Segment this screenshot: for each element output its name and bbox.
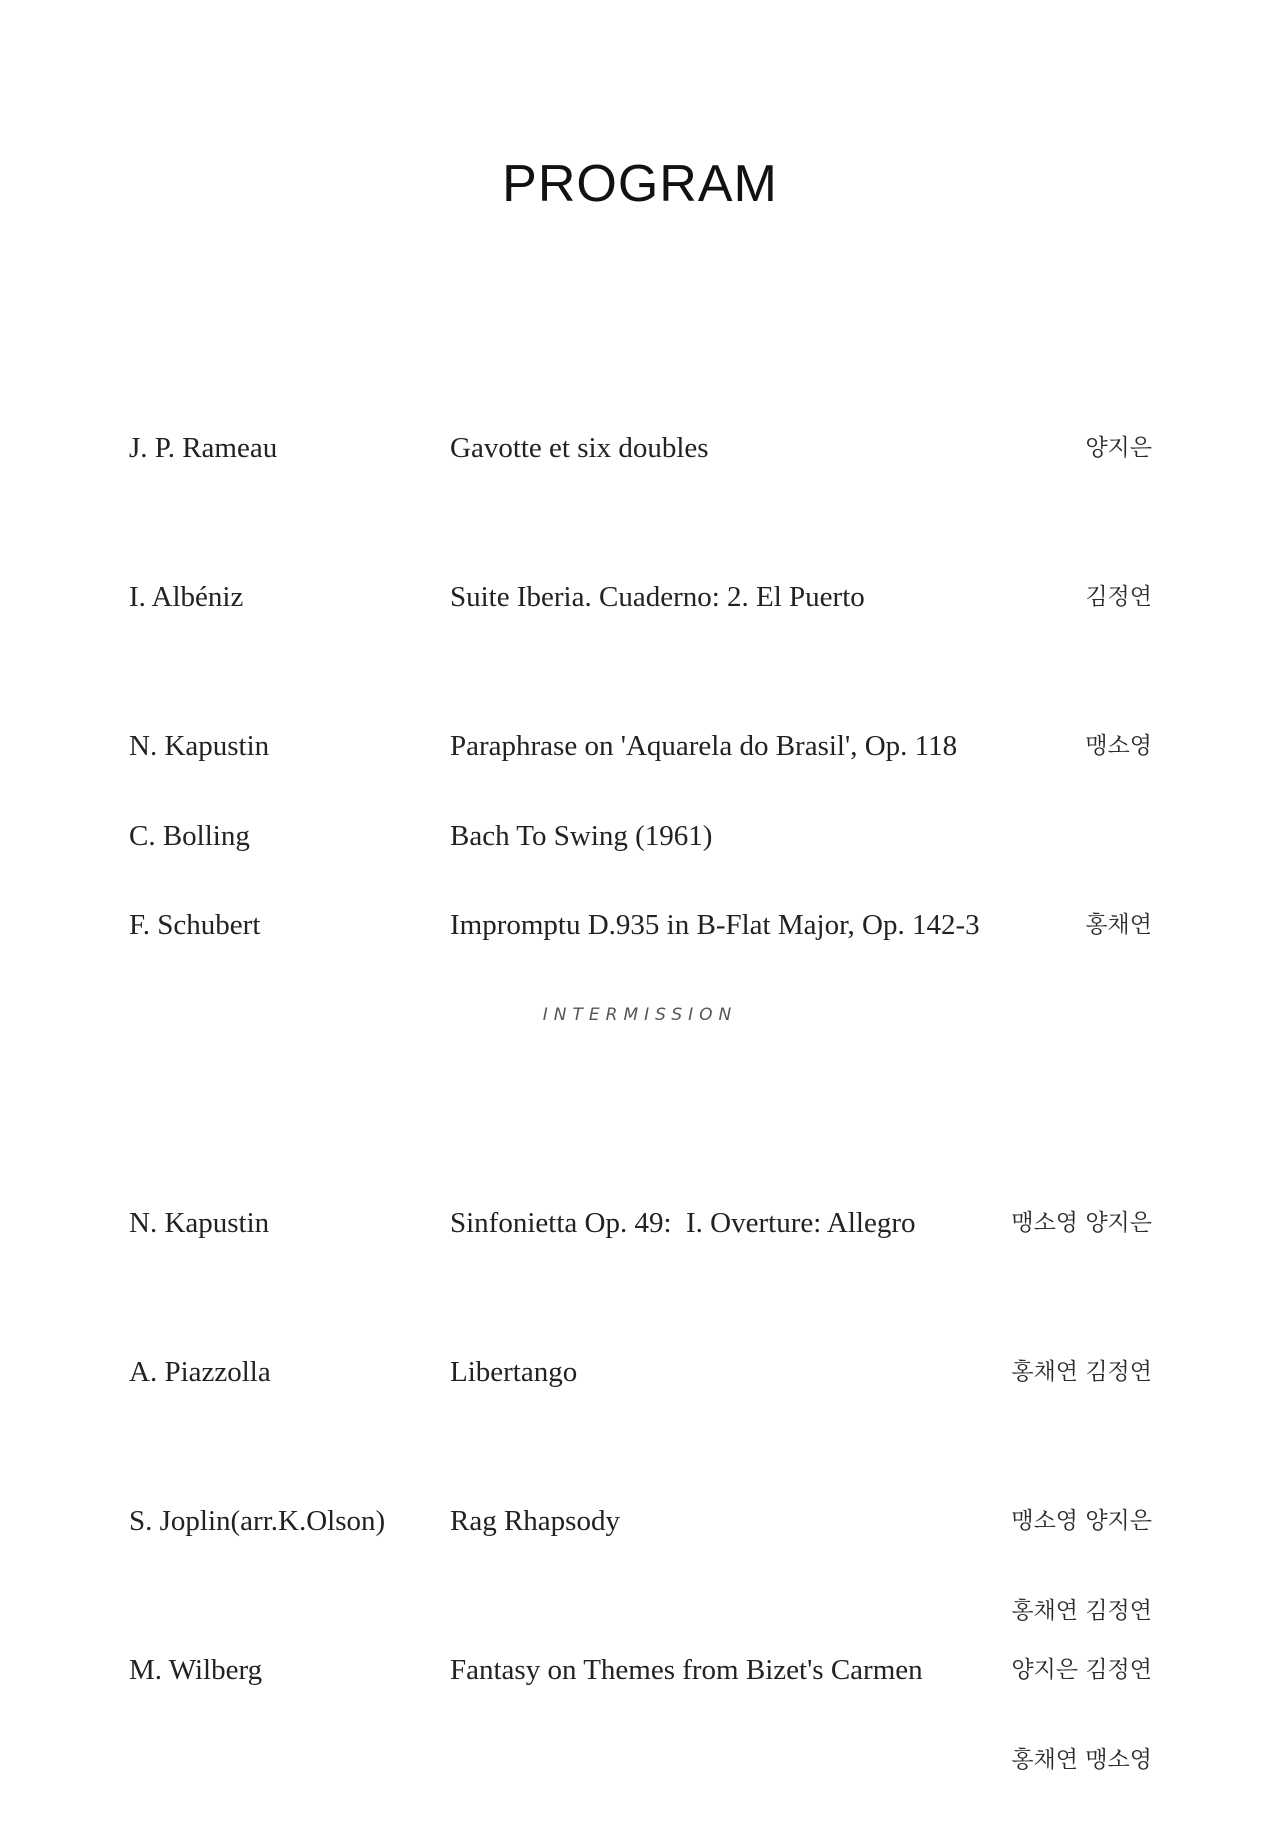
intermission-label: INTERMISSION bbox=[542, 1005, 738, 1025]
performers bbox=[1085, 522, 1152, 672]
composer-name: F. Schubert bbox=[129, 909, 261, 941]
composer-name: C. Bolling bbox=[129, 820, 250, 852]
composer bbox=[129, 522, 243, 672]
performer-line: 홍채연 김정연 bbox=[1011, 1359, 1152, 1385]
performer-line: 맹소영 양지은 bbox=[1011, 1210, 1152, 1236]
composer bbox=[129, 1595, 262, 1745]
work-title-line: Paraphrase on 'Aquarela do Brasil', Op. 118 bbox=[450, 730, 958, 762]
composer bbox=[129, 1148, 269, 1298]
performer-line: 맹소영 양지은 bbox=[1011, 1508, 1152, 1534]
composer-name: A. Piazzolla bbox=[129, 1356, 271, 1388]
composer-name: N. Kapustin bbox=[129, 730, 270, 762]
composer bbox=[129, 1297, 271, 1447]
performers bbox=[1011, 1148, 1152, 1298]
performers bbox=[1085, 850, 1152, 1000]
performers bbox=[1085, 671, 1152, 821]
composer-name: M. Wilberg bbox=[129, 1654, 263, 1686]
work-title-line: Libertango bbox=[450, 1356, 578, 1388]
performer-line: 홍채연 맹소영 bbox=[1011, 1747, 1152, 1773]
work-title-line: Sinfonietta Op. 49: I. Overture: Allegro bbox=[450, 1207, 916, 1239]
composer-name: N. Kapustin bbox=[129, 1207, 270, 1239]
performer-line: 홍채연 김정연 bbox=[1011, 1598, 1152, 1624]
composer-name: S. Joplin(arr.K.Olson) bbox=[129, 1505, 386, 1537]
work-title bbox=[450, 1148, 916, 1298]
work-title-line: Bach To Swing (1961) bbox=[450, 820, 713, 852]
work-title bbox=[450, 522, 865, 672]
page-title: PROGRAM bbox=[502, 155, 778, 213]
performers bbox=[1011, 1297, 1152, 1447]
work-title-line: Fantasy on Themes from Bizet's Carmen bbox=[450, 1654, 923, 1686]
composer-name: I. Albéniz bbox=[129, 581, 244, 613]
performer-line: 홍채연 bbox=[1085, 912, 1152, 938]
performer-line: 양지은 김정연 bbox=[1011, 1657, 1152, 1683]
composer bbox=[129, 373, 277, 523]
work-title bbox=[450, 1297, 577, 1447]
performers bbox=[1085, 373, 1152, 523]
work-title-line: Impromptu D.935 in B-Flat Major, Op. 142-3 bbox=[450, 909, 980, 941]
composer bbox=[129, 850, 260, 1000]
work-title bbox=[450, 1595, 923, 1745]
work-title-line: Rag Rhapsody bbox=[450, 1505, 620, 1537]
composer-name: J. P. Rameau bbox=[129, 432, 278, 464]
work-title bbox=[450, 1446, 620, 1596]
work-title-line: Suite Iberia. Cuaderno: 2. El Puerto bbox=[450, 581, 865, 613]
work-title bbox=[450, 850, 980, 1000]
work-title-line: Gavotte et six doubles bbox=[450, 432, 709, 464]
composer bbox=[129, 1446, 385, 1596]
performer-line: 맹소영 bbox=[1085, 733, 1152, 759]
performer-line: 양지은 bbox=[1085, 435, 1152, 461]
performer-line: 김정연 bbox=[1085, 584, 1152, 610]
performers bbox=[1011, 1595, 1152, 1835]
work-title bbox=[450, 373, 709, 523]
